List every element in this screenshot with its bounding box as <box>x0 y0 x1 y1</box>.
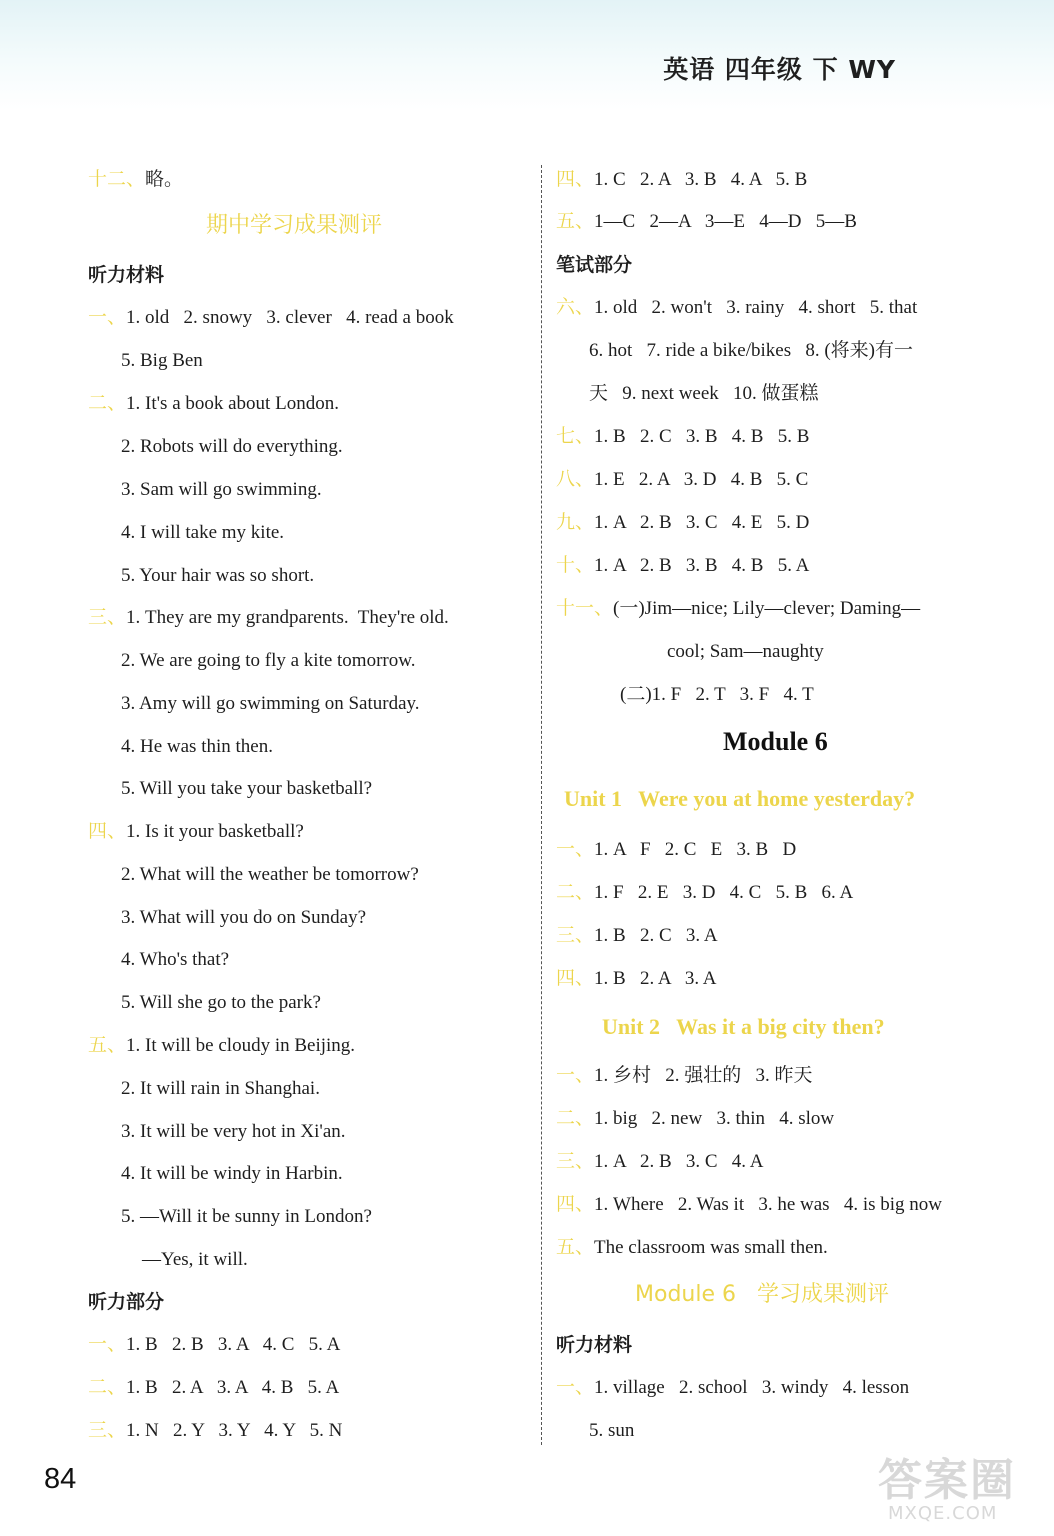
question-marker: 二、 <box>88 393 127 414</box>
answer-text: 1. 乡村 2. 强壮的 3. 昨天 <box>594 1065 813 1086</box>
answer-line: 2. It will rain in Shanghai. <box>121 1078 320 1099</box>
question-marker: 四、 <box>556 968 595 989</box>
answer-text: 1. It will be cloudy in Beijing. <box>126 1035 356 1056</box>
question-marker: 一、 <box>556 1377 595 1398</box>
question-marker: 十二、 <box>88 169 146 190</box>
question-marker: 九、 <box>556 512 595 533</box>
answer-line <box>556 425 809 449</box>
answer-text: (一)Jim—nice; Lily—clever; Daming— <box>613 598 921 619</box>
answer-line <box>556 881 853 905</box>
answer-line: 天 9. next week 10. 做蛋糕 <box>589 383 819 404</box>
question-marker: 一、 <box>556 1065 595 1086</box>
unit-1-title: Unit 1 Were you at home yesterday? <box>564 786 916 811</box>
answer-line <box>88 1034 355 1058</box>
answer-line <box>88 1376 339 1400</box>
question-marker: 二、 <box>556 882 595 903</box>
answer-text: 1. Where 2. Was it 3. he was 4. is big now <box>594 1194 942 1215</box>
answer-text: 1. F 2. E 3. D 4. C 5. B 6. A <box>594 882 854 903</box>
answer-text: 1. A 2. B 3. C 4. A <box>594 1151 764 1172</box>
question-marker: 三、 <box>88 1420 127 1441</box>
page-header-title: 英语 四年级 下 WY <box>663 55 896 84</box>
answer-line: 5. Will she go to the park? <box>121 992 321 1013</box>
question-marker: 五、 <box>556 211 595 232</box>
answer-line: 2. What will the weather be tomorrow? <box>121 864 419 885</box>
watermark-main-text: 答案圈 <box>878 1455 1016 1506</box>
answer-text: 1. B 2. B 3. A 4. C 5. A <box>126 1334 341 1355</box>
answer-line: 5. Your hair was so short. <box>121 565 315 586</box>
subheading-written-part: 笔试部分 <box>556 254 633 276</box>
answer-line: 3. Amy will go swimming on Saturday. <box>121 693 420 714</box>
answer-line <box>556 468 808 492</box>
answer-line: —Yes, it will. <box>142 1249 248 1270</box>
unit-2-title: Unit 2 Was it a big city then? <box>602 1014 885 1039</box>
question-marker: 三、 <box>88 607 127 628</box>
answer-line <box>556 296 917 320</box>
answer-text: 1. big 2. new 3. thin 4. slow <box>594 1108 835 1129</box>
question-marker: 三、 <box>556 925 595 946</box>
question-marker: 七、 <box>556 426 595 447</box>
answer-line <box>88 1333 340 1357</box>
answer-line: 4. I will take my kite. <box>121 522 285 543</box>
answer-line: 3. It will be very hot in Xi'an. <box>121 1121 346 1142</box>
section-title-midterm: 期中学习成果测评 <box>206 213 383 238</box>
answer-line: 5. Will you take your basketball? <box>121 778 373 799</box>
question-marker: 四、 <box>556 1194 595 1215</box>
answer-text: 略。 <box>145 169 184 190</box>
answer-line <box>556 597 920 621</box>
question-marker: 八、 <box>556 469 595 490</box>
answer-line: cool; Sam—naughty <box>667 641 824 662</box>
subheading-listening-material: 听力材料 <box>88 264 165 286</box>
question-marker: 四、 <box>556 169 595 190</box>
answer-line <box>556 168 807 192</box>
answer-line <box>88 1419 342 1443</box>
answer-line <box>556 511 809 535</box>
answer-line: 5. Big Ben <box>121 350 203 371</box>
answer-text: 1. N 2. Y 3. Y 4. Y 5. N <box>126 1420 343 1441</box>
answer-text: 1. village 2. school 3. windy 4. lesson <box>594 1377 910 1398</box>
subheading-listening-material: 听力材料 <box>556 1334 633 1356</box>
section-title-module-6-test: Module 6 学习成果测评 <box>635 1282 889 1307</box>
question-marker: 十、 <box>556 555 595 576</box>
question-marker: 二、 <box>88 1377 127 1398</box>
question-marker: 一、 <box>88 1334 127 1355</box>
answer-text: 1. old 2. won't 3. rainy 4. short 5. that <box>594 297 918 318</box>
question-marker: 二、 <box>556 1108 595 1129</box>
watermark-logo <box>872 1455 1040 1530</box>
answer-line <box>556 1107 834 1131</box>
question-marker: 六、 <box>556 297 595 318</box>
answer-text: 1. E 2. A 3. D 4. B 5. C <box>594 469 809 490</box>
answer-line: 3. What will you do on Sunday? <box>121 907 367 928</box>
watermark-url-text: MXQE.COM <box>888 1503 998 1524</box>
answer-line <box>556 1064 813 1088</box>
answer-text: 1. C 2. A 3. B 4. A 5. B <box>594 169 808 190</box>
answer-line: 5. sun <box>589 1420 635 1441</box>
answer-line <box>88 168 183 192</box>
module-heading: Module 6 <box>723 727 828 756</box>
question-marker: 四、 <box>88 821 127 842</box>
answer-line: 2. Robots will do everything. <box>121 436 343 457</box>
question-marker: 一、 <box>88 307 127 328</box>
answer-line: 4. He was thin then. <box>121 736 273 757</box>
answer-line: 2. We are going to fly a kite tomorrow. <box>121 650 416 671</box>
answer-text: 1. B 2. C 3. A <box>594 925 718 946</box>
answer-text: 1. B 2. A 3. A <box>594 968 717 989</box>
answer-line <box>88 392 339 416</box>
answer-text: 1. A 2. B 3. B 4. B 5. A <box>594 555 810 576</box>
answer-line <box>556 1193 942 1217</box>
column-divider <box>541 165 542 1445</box>
answer-text: 1. It's a book about London. <box>126 393 339 414</box>
answer-text: 1. A F 2. C E 3. B D <box>594 839 797 860</box>
question-marker: 一、 <box>556 839 595 860</box>
page-number: 84 <box>44 1463 77 1495</box>
answer-line <box>556 1236 828 1260</box>
answer-text: 1. B 2. A 3. A 4. B 5. A <box>126 1377 340 1398</box>
question-marker: 五、 <box>556 1237 595 1258</box>
answer-line <box>556 1150 763 1174</box>
answer-line <box>556 554 809 578</box>
answer-line: 4. It will be windy in Harbin. <box>121 1163 343 1184</box>
subheading-listening-part: 听力部分 <box>88 1291 165 1313</box>
question-marker: 十一、 <box>556 598 614 619</box>
answer-text: The classroom was small then. <box>594 1237 828 1258</box>
answer-line <box>556 924 718 948</box>
answer-line: (二)1. F 2. T 3. F 4. T <box>620 684 814 705</box>
question-marker: 三、 <box>556 1151 595 1172</box>
answer-line <box>556 1376 909 1400</box>
answer-text: 1. B 2. C 3. B 4. B 5. B <box>594 426 810 447</box>
answer-line <box>88 606 449 630</box>
answer-line <box>556 210 857 234</box>
answer-line: 5. —Will it be sunny in London? <box>121 1206 372 1227</box>
answer-line <box>88 820 304 844</box>
answer-text: 1—C 2—A 3—E 4—D 5—B <box>594 211 857 232</box>
answer-text: 1. A 2. B 3. C 4. E 5. D <box>594 512 810 533</box>
question-marker: 五、 <box>88 1035 127 1056</box>
answer-text: 1. They are my grandparents. They're old. <box>126 607 449 628</box>
answer-line <box>556 967 717 991</box>
answer-line <box>556 838 796 862</box>
answer-text: 1. Is it your basketball? <box>126 821 304 842</box>
answer-text: 1. old 2. snowy 3. clever 4. read a book <box>126 307 454 328</box>
answer-line: 6. hot 7. ride a bike/bikes 8. (将来)有一 <box>589 340 914 361</box>
answer-line: 3. Sam will go swimming. <box>121 479 322 500</box>
answer-line: 4. Who's that? <box>121 949 230 970</box>
answer-line <box>88 306 454 330</box>
